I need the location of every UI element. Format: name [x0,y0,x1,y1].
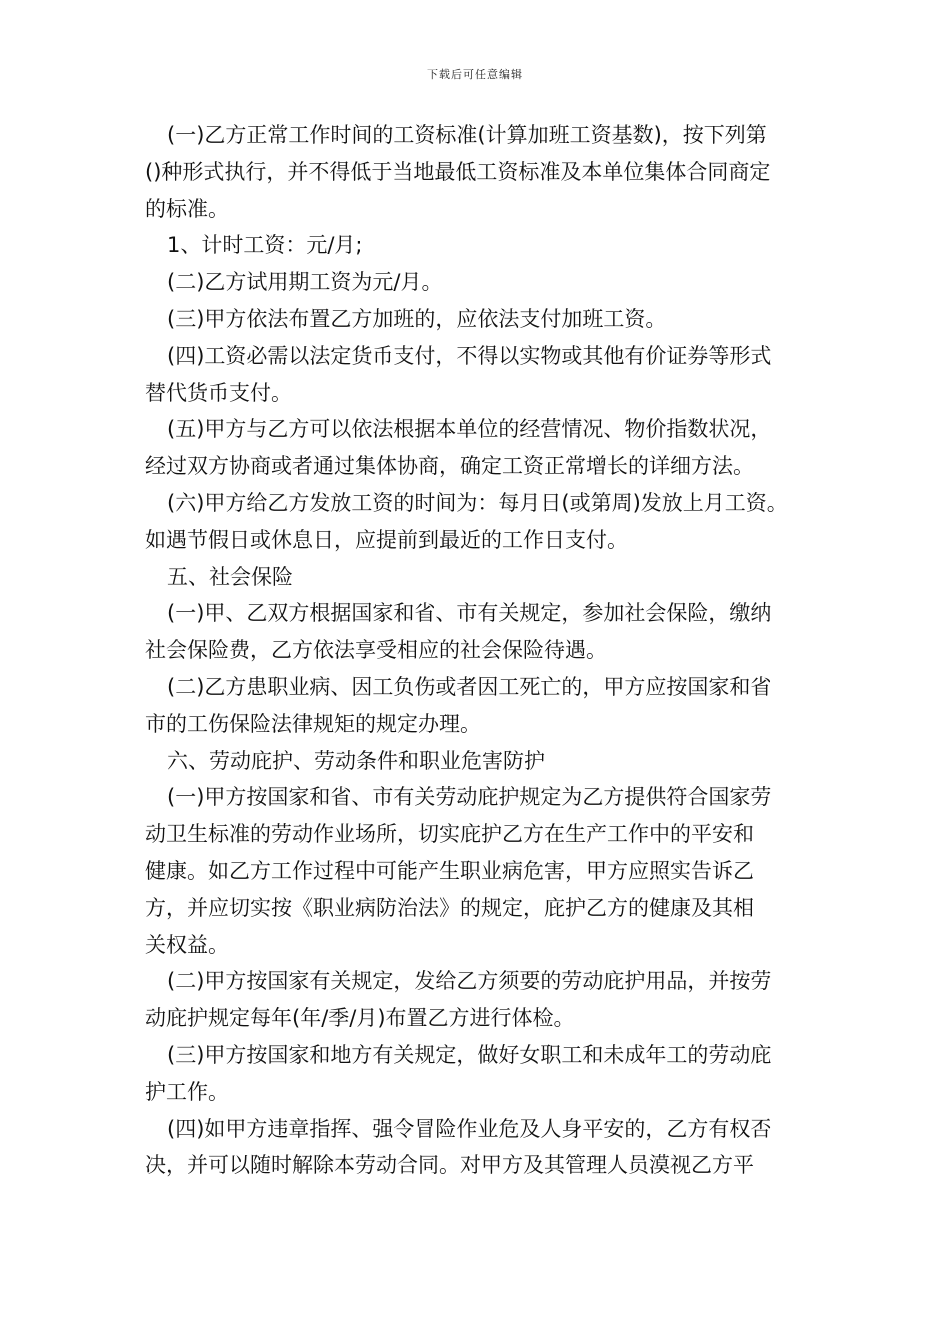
text-line: 动卫生标准的劳动作业场所，切实庇护乙方在生产工作中的平安和 [145,822,754,847]
text-line: 替代货币支付。 [145,380,292,405]
paragraph-insurance-participation [145,595,835,669]
text-line: (四)工资必需以法定货币支付，不得以实物或其他有价证券等形式 [167,343,772,368]
text-line: (一)乙方正常工作时间的工资标准(计算加班工资基数)，按下列第 [167,123,767,147]
text-line: (二)乙方患职业病、因工负伤或者因工死亡的，甲方应按国家和省 [167,674,772,699]
text-line: (二)甲方按国家有关规定，发给乙方须要的劳动庇护用品，并按劳 [167,969,772,994]
text-line: 市的工伤保险法律规矩的规定办理。 [145,711,481,736]
paragraph-hourly-wage [145,227,835,264]
section-heading-labor-protection [145,743,835,780]
text-line: (六)甲方给乙方发放工资的时间为：每月日(或第周)发放上月工资。 [167,490,788,515]
text-line: (三)甲方依法布置乙方加班的，应依法支付加班工资。 [167,306,667,331]
paragraph-currency [145,338,835,412]
text-line: 关权益。 [145,932,229,957]
text-line: (一)甲、乙双方根据国家和省、市有关规定，参加社会保险，缴纳 [167,601,772,626]
paragraph-workplace-safety [145,779,835,963]
paragraph-protective-equipment [145,963,835,1037]
text-line: ()种形式执行，并不得低于当地最低工资标准及本单位集体合同商定 [145,159,771,184]
paragraph-work-injury [145,669,835,743]
text-line: 经过双方协商或者通过集体协商，确定工资正常增长的详细方法。 [145,454,754,479]
paragraph-probation-wage [145,264,835,301]
paragraph-pay-date [145,485,835,559]
paragraph-wage-standard [145,117,835,227]
text-line: (五)甲方与乙方可以依法根据本单位的经营情况、物价指数状况， [167,417,772,442]
paragraph-wage-growth [145,411,835,485]
text-line: 护工作。 [145,1079,229,1104]
paragraph-overtime [145,301,835,338]
text-line: 六、劳动庇护、劳动条件和职业危害防护 [167,748,545,773]
paragraph-female-minor-workers [145,1037,835,1111]
text-line: (三)甲方按国家和地方有关规定，做好女职工和未成年工的劳动庇 [167,1042,772,1067]
text-line: 健康。如乙方工作过程中可能产生职业病危害，甲方应照实告诉乙 [145,858,754,883]
paragraph-refuse-dangerous-work [145,1111,835,1185]
text-line: (四)如甲方违章指挥、强令冒险作业危及人身平安的，乙方有权否 [167,1116,772,1141]
text-line: (二)乙方试用期工资为元/月。 [167,270,443,295]
document-body [145,117,835,1184]
text-line: 五、社会保险 [167,564,293,589]
text-line: 决，并可以随时解除本劳动合同。对甲方及其管理人员漠视乙方平 [145,1153,754,1178]
text-line: 动庇护规定每年(年/季/月)布置乙方进行体检。 [145,1006,575,1031]
text-line: 如遇节假日或休息日，应提前到最近的工作日支付。 [145,527,628,552]
text-line: 方，并应切实按《职业病防治法》的规定，庇护乙方的健康及其相 [145,895,754,920]
text-line: 1、计时工资：元/月; [167,233,363,258]
text-line: 的标准。 [145,196,229,221]
section-heading-social-insurance [145,559,835,596]
text-line: (一)甲方按国家和省、市有关劳动庇护规定为乙方提供符合国家劳 [167,785,772,810]
text-line: 社会保险费，乙方依法享受相应的社会保险待遇。 [145,638,607,663]
page-header: 下载后可任意编辑 [427,68,523,81]
